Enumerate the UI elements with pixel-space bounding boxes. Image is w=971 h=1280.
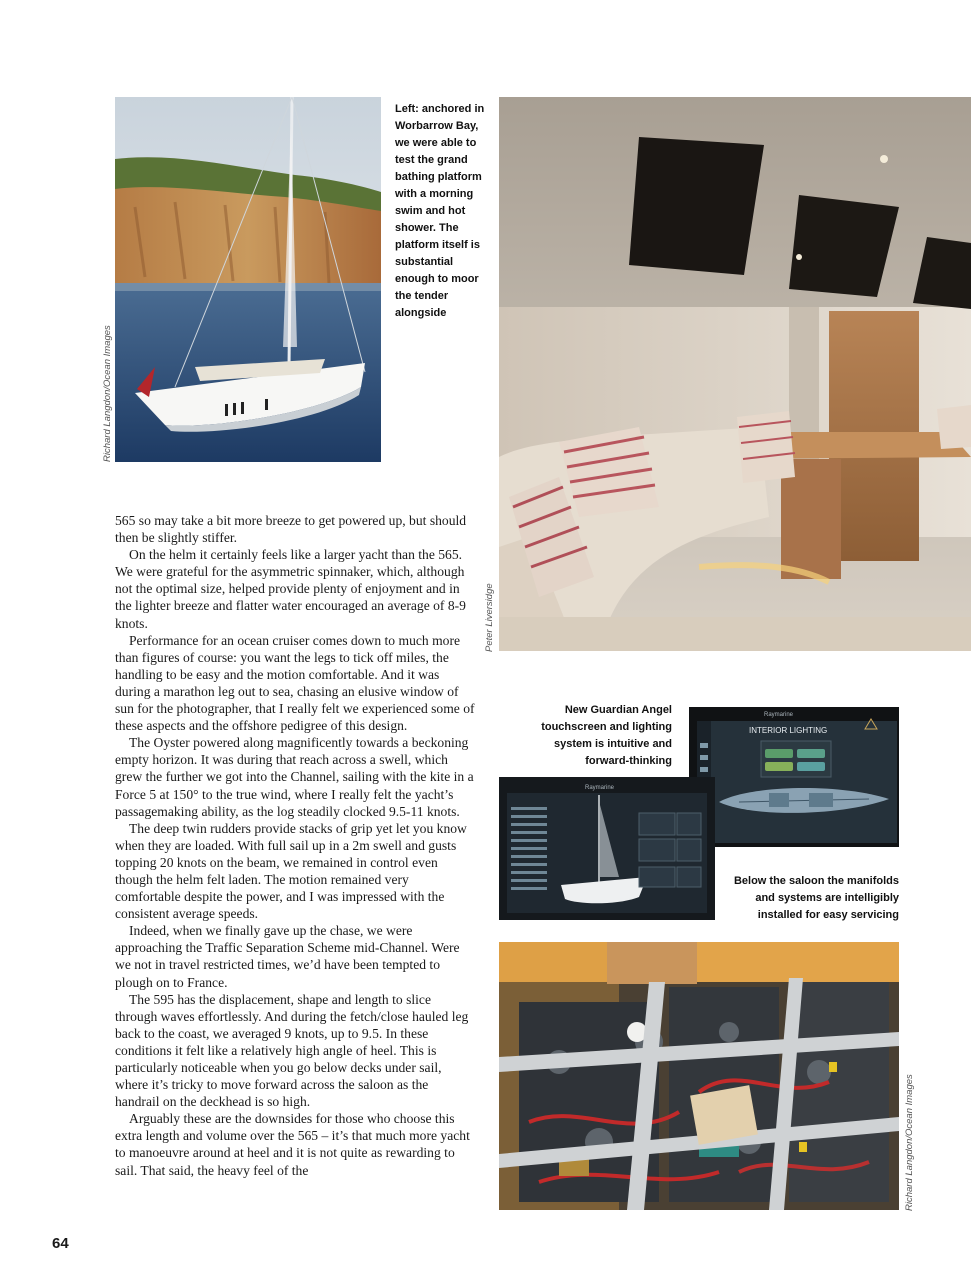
body-paragraph: The deep twin rudders provide stacks of grip yet let you know when they are loaded. With full sail up in a 2m swell and gusts topping 20 knots on the beam, we remained in control even though the helm felt laden. The motion remained very comfortable despite the power, and I was impressed with the consistent average speeds.	[115, 820, 467, 922]
saloon-photo-credit: Peter Liversidge	[484, 583, 495, 652]
article-body	[115, 512, 475, 1179]
body-paragraph: The 595 has the displacement, shape and length to slice through waves effortlessly. And during the fetch/close hauled leg back to the coast, we averaged 9 knots, up to 9.5. In these conditions it felt like a relatively high angle of heel. This is particularly noticeable when you go below decks under sail, where it’s tricky to move forward across the saloon as the handrail on the deckhead is so high.	[115, 991, 469, 1110]
raymarine-systems-screen-photo	[499, 777, 715, 920]
body-paragraph: Arguably these are the downsides for those who choose this extra length and volume over the 565 – it’s that much more yacht to manoeuvre around at heel and it is not quite as rewarding to sail. That said, the heavy feel of the	[115, 1111, 470, 1178]
interior-lighting-title: INTERIOR LIGHTING	[749, 726, 828, 735]
caption-manifolds: Below the saloon the manifolds and systems are intelligibly installed for easy servicing	[733, 875, 899, 921]
yacht-photo-credit: Richard Langdon/Ocean Images	[102, 325, 113, 462]
screen-brand-label-2: Raymarine	[585, 785, 615, 791]
screen-brand-label: Raymarine	[764, 712, 794, 718]
caption-guardian-angel: New Guardian Angel touchscreen and lighting system is intuitive and forward-thinking	[541, 704, 672, 767]
caption-anchored: Left: anchored in Worbarrow Bay, we were able to test the grand bathing platform with a morning swim and hot shower. The platform itself is substantial enough to moor the tender alongside	[395, 103, 485, 319]
body-paragraph: Indeed, when we finally gave up the chase, we were approaching the Traffic Separation Scheme mid-Channel. Were we not in travel restricted times, we’d have been tempted to plough on to France.	[115, 923, 460, 990]
body-paragraph: On the helm it certainly feels like a larger yacht than the 565. We were grateful for the asymmetric spinnaker, which, although not the optimal size, helped provide plenty of enjoyment and in the lighter breeze and flatter water encouraged an average of 8-9 knots.	[115, 547, 466, 631]
yacht-anchored-photo	[115, 97, 381, 462]
body-paragraph: The Oyster powered along magnificently towards a beckoning empty horizon. It was during that reach across a swell, which grew the further we got into the Channel, sailing with the kite in a Force 5 at 150° to the true wind, where I really felt the yacht’s passagemaking ability, as the log steadily clocked 9.5-11 knots.	[115, 735, 474, 819]
interior-lighting-screen-photo	[689, 707, 899, 847]
saloon-interior-photo	[499, 97, 971, 651]
page-number: 64	[52, 1235, 69, 1252]
body-paragraph: Performance for an ocean cruiser comes down to much more than figures of course: you want the legs to tick off miles, the handling to be easy and the motion comfortable. And it was during a marathon leg out to sea, chasing an elusive window of sun for the photographer, that I really felt we experienced some of these aspects and the offshore pedigree of this design.	[115, 632, 475, 734]
body-paragraph: 565 so may take a bit more breeze to get powered up, but should then be slightly stiffer.	[115, 513, 467, 546]
manifold-systems-photo	[499, 942, 899, 1210]
manifold-photo-credit: Richard Langdon/Ocean Images	[904, 1074, 915, 1211]
